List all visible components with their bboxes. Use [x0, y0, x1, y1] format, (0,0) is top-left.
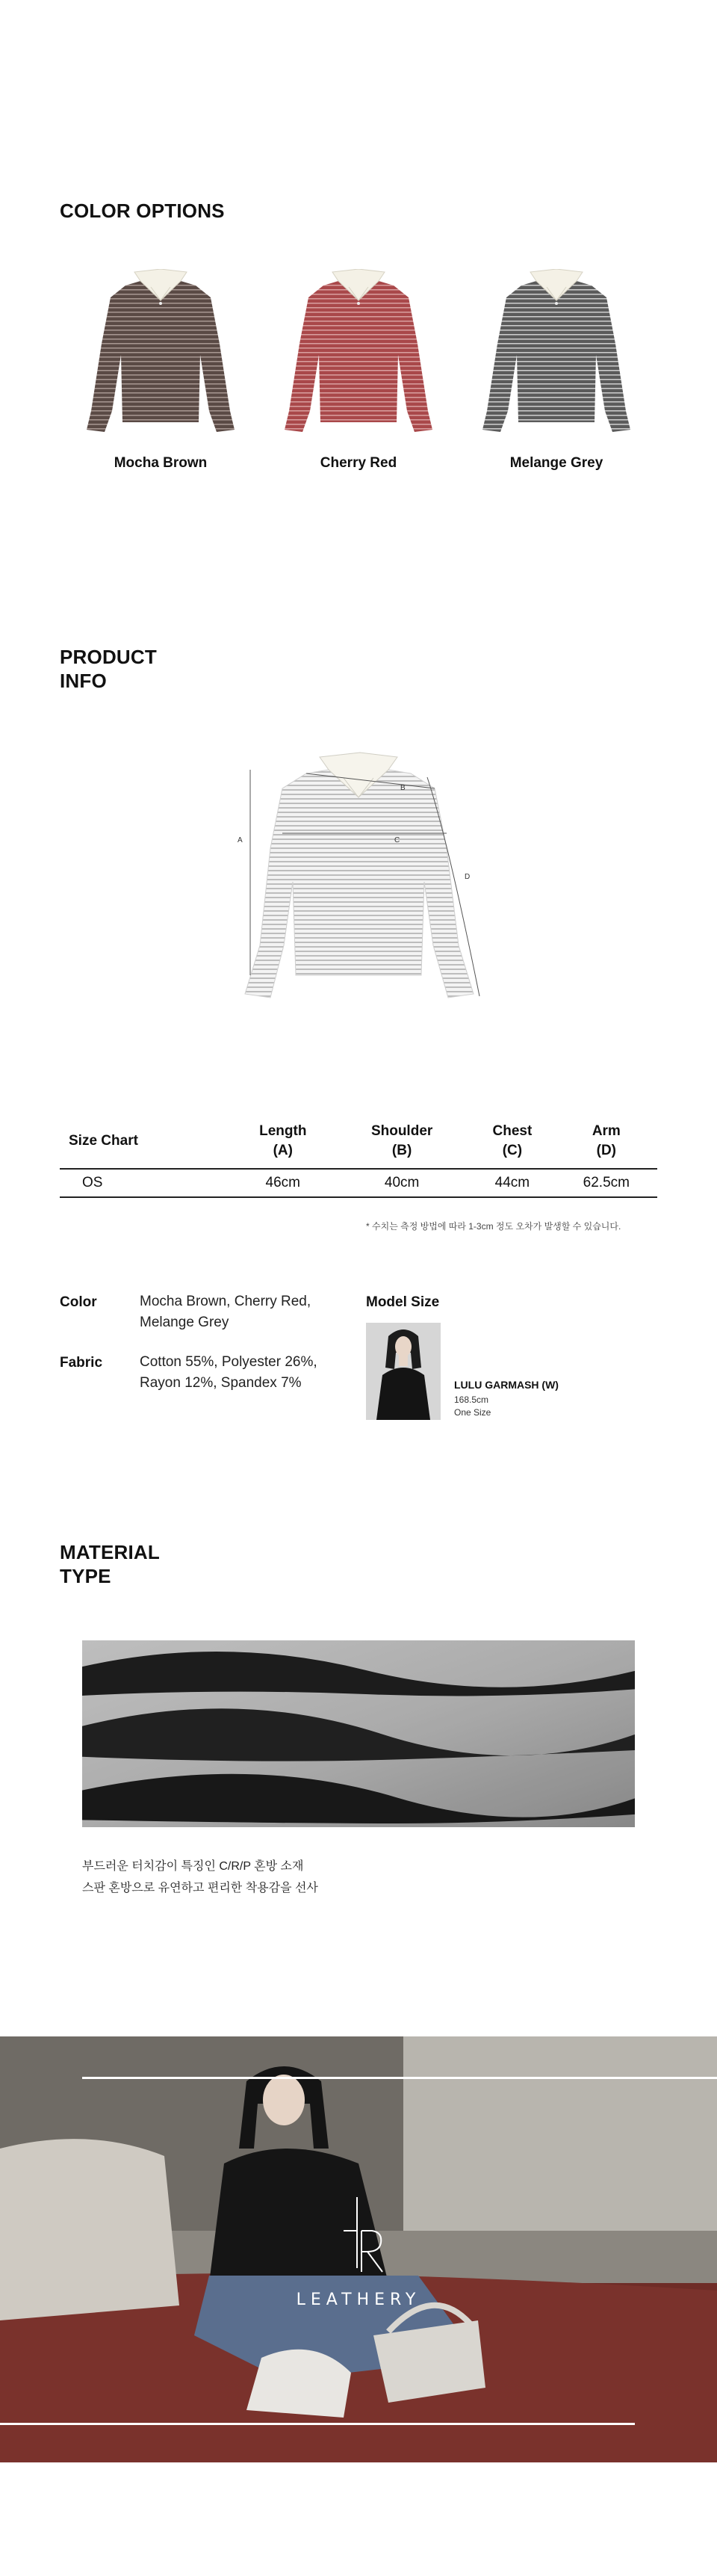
size-chart-col-shoulder: Shoulder (B): [370, 1122, 433, 1158]
brand-name: LEATHERY: [296, 2291, 421, 2309]
shirt-image: [478, 269, 635, 437]
model-photo: [366, 1323, 441, 1420]
diagram-label-a: A: [238, 836, 243, 844]
diagram-label-c: C: [394, 836, 400, 844]
table-row: [60, 1169, 657, 1197]
color-option-card: [273, 269, 444, 472]
color-option-label: Melange Grey: [509, 455, 603, 471]
length-cell: 46cm: [232, 1169, 335, 1197]
size-chart-col-length: Length (A): [259, 1122, 307, 1158]
size-cell: OS: [60, 1169, 232, 1197]
material-title-line2: TYPE: [60, 1565, 111, 1587]
material-title-line1: MATERIAL: [60, 1541, 160, 1563]
shirt-image: [280, 269, 437, 437]
chest-cell: 44cm: [469, 1169, 555, 1197]
model-size: One Size: [454, 1407, 491, 1418]
color-label: Color: [60, 1294, 97, 1310]
material-type-title: [60, 1540, 160, 1588]
product-info-title: [60, 645, 157, 693]
color-value: Mocha Brown, Cherry Red, Melange Grey: [140, 1294, 311, 1330]
banner-top-line: [82, 2077, 717, 2079]
brand-banner: [0, 2036, 717, 2462]
model-height: 168.5cm: [454, 1394, 489, 1405]
product-info-title-line2: INFO: [60, 670, 107, 692]
size-diagram: [224, 751, 493, 1005]
material-desc-line1: 부드러운 터치감이 특징인 C/R/P 혼방 소재: [82, 1860, 304, 1873]
size-chart-table: [60, 1114, 657, 1198]
size-chart-col-arm: Arm (D): [592, 1122, 621, 1158]
color-option-label: Mocha Brown: [114, 455, 208, 471]
product-info-title-line1: PRODUCT: [60, 646, 157, 668]
model-size-title: Model Size: [366, 1294, 440, 1310]
shoulder-cell: 40cm: [335, 1169, 469, 1197]
material-closeup-image: [82, 1640, 635, 1827]
color-options-title: COLOR OPTIONS: [60, 200, 225, 222]
shirt-image: [82, 269, 239, 437]
banner-bottom-line: [0, 2423, 635, 2425]
fabric-label: Fabric: [60, 1355, 103, 1371]
material-desc-line2: 스판 혼방으로 유연하고 편리한 착용감을 선사: [82, 1882, 318, 1894]
color-option-card: [75, 269, 246, 472]
fabric-value: Cotton 55%, Polyester 26%, Rayon 12%, Spandex 7%: [140, 1354, 317, 1391]
model-name: LULU GARMASH (W): [454, 1379, 559, 1391]
diagram-label-d: D: [465, 873, 471, 881]
size-chart-col-chest: Chest (C): [492, 1122, 533, 1158]
diagram-label-b: B: [400, 784, 406, 792]
color-option-card: [471, 269, 642, 472]
size-chart-header: Size Chart: [69, 1132, 138, 1149]
color-option-label: Cherry Red: [320, 455, 397, 471]
size-chart-header-row: [60, 1114, 657, 1169]
brand-logo-icon: [329, 2193, 388, 2276]
size-note: * 수치는 측정 방법에 따라 1-3cm 정도 오차가 발생할 수 있습니다.: [366, 1221, 621, 1232]
arm-cell: 62.5cm: [556, 1169, 657, 1197]
diagram-shirt-body: [245, 770, 474, 998]
